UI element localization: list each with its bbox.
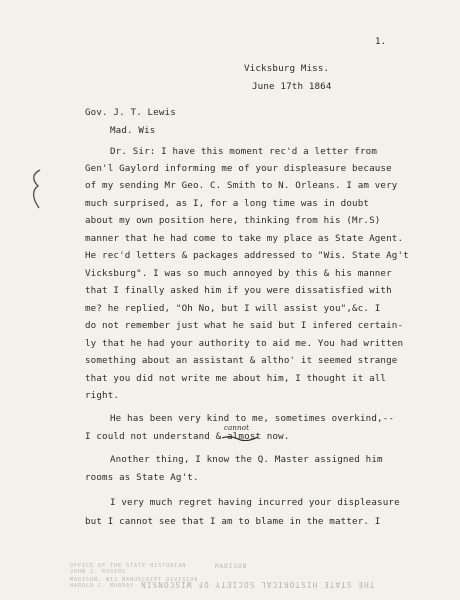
watermark-text: THE STATE HISTORICAL SOCIETY OF WISCONSIN xyxy=(140,580,375,589)
body-line: but I cannot see that I am to blame in the matter. I xyxy=(85,516,381,527)
body-line: right. xyxy=(85,390,120,401)
body-line: rooms as State Ag't. xyxy=(85,472,199,483)
strikethrough-mark xyxy=(220,435,260,441)
body-line: about my own position here, thinking from his (Mr.S) xyxy=(85,215,381,226)
body-line: that I finally asked him if you were dissatisfied with xyxy=(85,285,392,296)
margin-bracket-mark xyxy=(28,168,46,212)
body-line: ly that he had your authority to aid me. You had written xyxy=(85,338,404,349)
body-line: manner that he had come to take my place as State Agent. xyxy=(85,233,404,244)
address-city: Mad. Wis xyxy=(110,125,156,136)
footer-line: MADISON, WIS MANUSCRIPT DIVISION xyxy=(70,577,199,583)
footer-center: MADISON xyxy=(215,563,248,570)
body-line: much surprised, as I, for a long time was in doubt xyxy=(85,198,370,209)
letter-place: Vicksburg Miss. xyxy=(244,63,330,74)
body-line: He has been very kind to me, sometimes overkind,-- xyxy=(110,413,395,424)
letter-date: June 17th 1864 xyxy=(252,81,332,92)
body-line: do not remember just what he said but I infered certain- xyxy=(85,320,404,331)
body-line: of my sending Mr Geo. C. Smith to N. Orleans. I am very xyxy=(85,180,398,191)
body-line: Dr. Sir: I have this moment rec'd a letter from xyxy=(110,146,378,157)
body-line: that you did not write me about him, I thought it all xyxy=(85,373,387,384)
body-line: He rec'd letters & packages addressed to "Wis. State Ag't xyxy=(85,250,409,261)
footer-line: OFFICE OF THE STATE HISTORIAN xyxy=(70,563,187,569)
body-line: Gen'l Gaylord informing me of your displeasure because xyxy=(85,163,392,174)
body-line: I very much regret having incurred your displeasure xyxy=(110,497,400,508)
footer-line: JOHN J. ROGERS xyxy=(70,569,127,575)
body-line: something about an assistant & altho' it seemed strange xyxy=(85,355,398,366)
handwritten-insert: cannot xyxy=(224,424,250,432)
body-line: Another thing, I know the Q. Master assigned him xyxy=(110,454,383,465)
page-number: 1. xyxy=(375,36,387,47)
addressee: Gov. J. T. Lewis xyxy=(85,107,176,118)
body-line: Vicksburg". I was so much annoyed by this & his manner xyxy=(85,268,392,279)
body-line: me? he replied, "Oh No, but I will assist you",&c. I xyxy=(85,303,381,314)
body-line: I could not understand & almost now. xyxy=(85,431,290,442)
footer-line: HAROLD C. MURRAY xyxy=(70,583,135,589)
